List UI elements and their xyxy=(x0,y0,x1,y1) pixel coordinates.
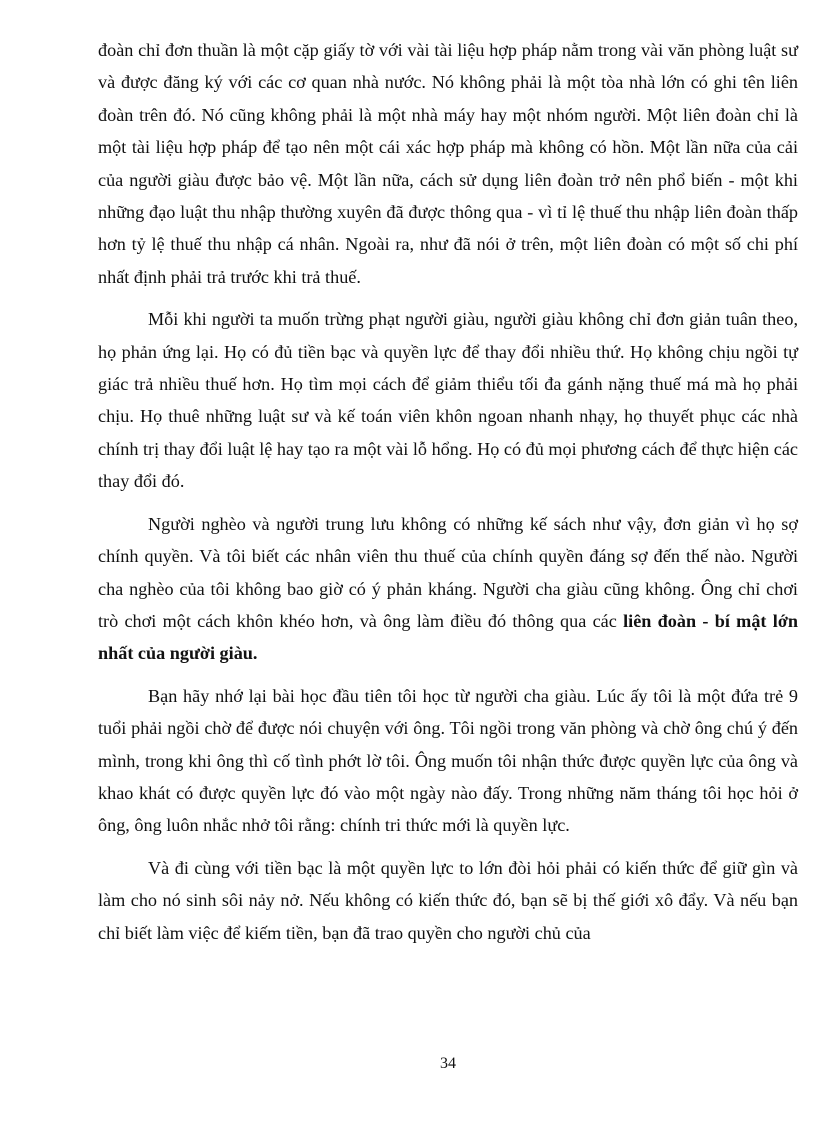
paragraph-5: Và đi cùng với tiền bạc là một quyền lực to lớn đòi hỏi phải có kiến thức để giữ gìn và làm cho nó sinh sôi nảy nở. Nếu không có kiến thức đó, bạn sẽ bị thế giới xô đẩy. Và nếu bạn chỉ biết làm việc để kiếm tiền, bạn đã trao quyền cho người chủ của xyxy=(98,857,798,943)
paragraph-2: Mỗi khi người ta muốn trừng phạt người giàu, người giàu không chỉ đơn giản tuân theo, họ phản ứng lại. Họ có đủ tiền bạc và quyền lực để thay đổi nhiều thứ. Họ không chịu ngồi tự giác trả nhiều thuế hơn. Họ tìm mọi cách để giảm thiểu tối đa gánh nặng thuế má mà họ phải chịu. Họ thuê những luật sư và kế toán viên khôn ngoan nhanh nhạy, họ thuyết phục các nhà chính trị thay đổi luật lệ hay tạo ra một vài lỗ hổng. Họ có đủ mọi phương cách để thực hiện các thay đổi đó. xyxy=(98,309,798,492)
paragraph-1: đoàn chỉ đơn thuần là một cặp giấy tờ với vài tài liệu hợp pháp nằm trong vài văn phòng luật sư và được đăng ký với các cơ quan nhà nước. Nó không phải là một tòa nhà lớn có ghi tên liên đoàn trên đó. Nó cũng không phải là một nhà máy hay một nhóm người. Một liên đoàn chỉ là một tài liệu hợp pháp để tạo nên một cái xác hợp pháp mà không có hồn. Một lần nữa của cải của người giàu được bảo vệ. Một lần nữa, cách sử dụng liên đoàn trở nên phổ biến - một khi những đạo luật thu nhập thường xuyên đã được thông qua - vì tỉ lệ thuế thu nhập liên đoàn thấp hơn tỷ lệ thuế thu nhập cá nhân. Ngoài ra, như đã nói ở trên, một liên đoàn có một số chi phí nhất định phải trả trước khi trả thuế. xyxy=(98,40,798,287)
paragraph-3 xyxy=(98,508,798,670)
paragraph-4: Bạn hãy nhớ lại bài học đầu tiên tôi học từ người cha giàu. Lúc ấy tôi là một đứa trẻ 9 tuổi phải ngồi chờ để được nói chuyện với ông. Tôi ngồi trong văn phòng và chờ ông chú ý đến mình, trong khi ông thì cố tình phớt lờ tôi. Ông muốn tôi nhận thức được quyền lực của ông và khao khát có được quyền lực đó vào một ngày nào đấy. Trong những năm tháng tôi học hỏi ở ông, ông luôn nhắc nhở tôi rằng: chính tri thức mới là quyền lực. xyxy=(98,685,798,836)
page-number: 34 xyxy=(440,1055,456,1072)
paragraph-3-bold-phrase: liên đoàn - bí mật lớn nhất của người giàu. xyxy=(98,610,798,664)
document-page xyxy=(98,34,798,959)
paragraph-3-text: Người nghèo và người trung lưu không có những kế sách như vậy, đơn giản vì họ sợ chính quyền. Và tôi biết các nhân viên thu thuế của chính quyền đáng sợ đến thế nào. Người cha nghèo của tôi không bao giờ có ý phản kháng. Người cha giàu cũng không. Ông chỉ chơi trò chơi một cách khôn khéo hơn, và ông làm điều đó thông qua các xyxy=(98,513,798,631)
